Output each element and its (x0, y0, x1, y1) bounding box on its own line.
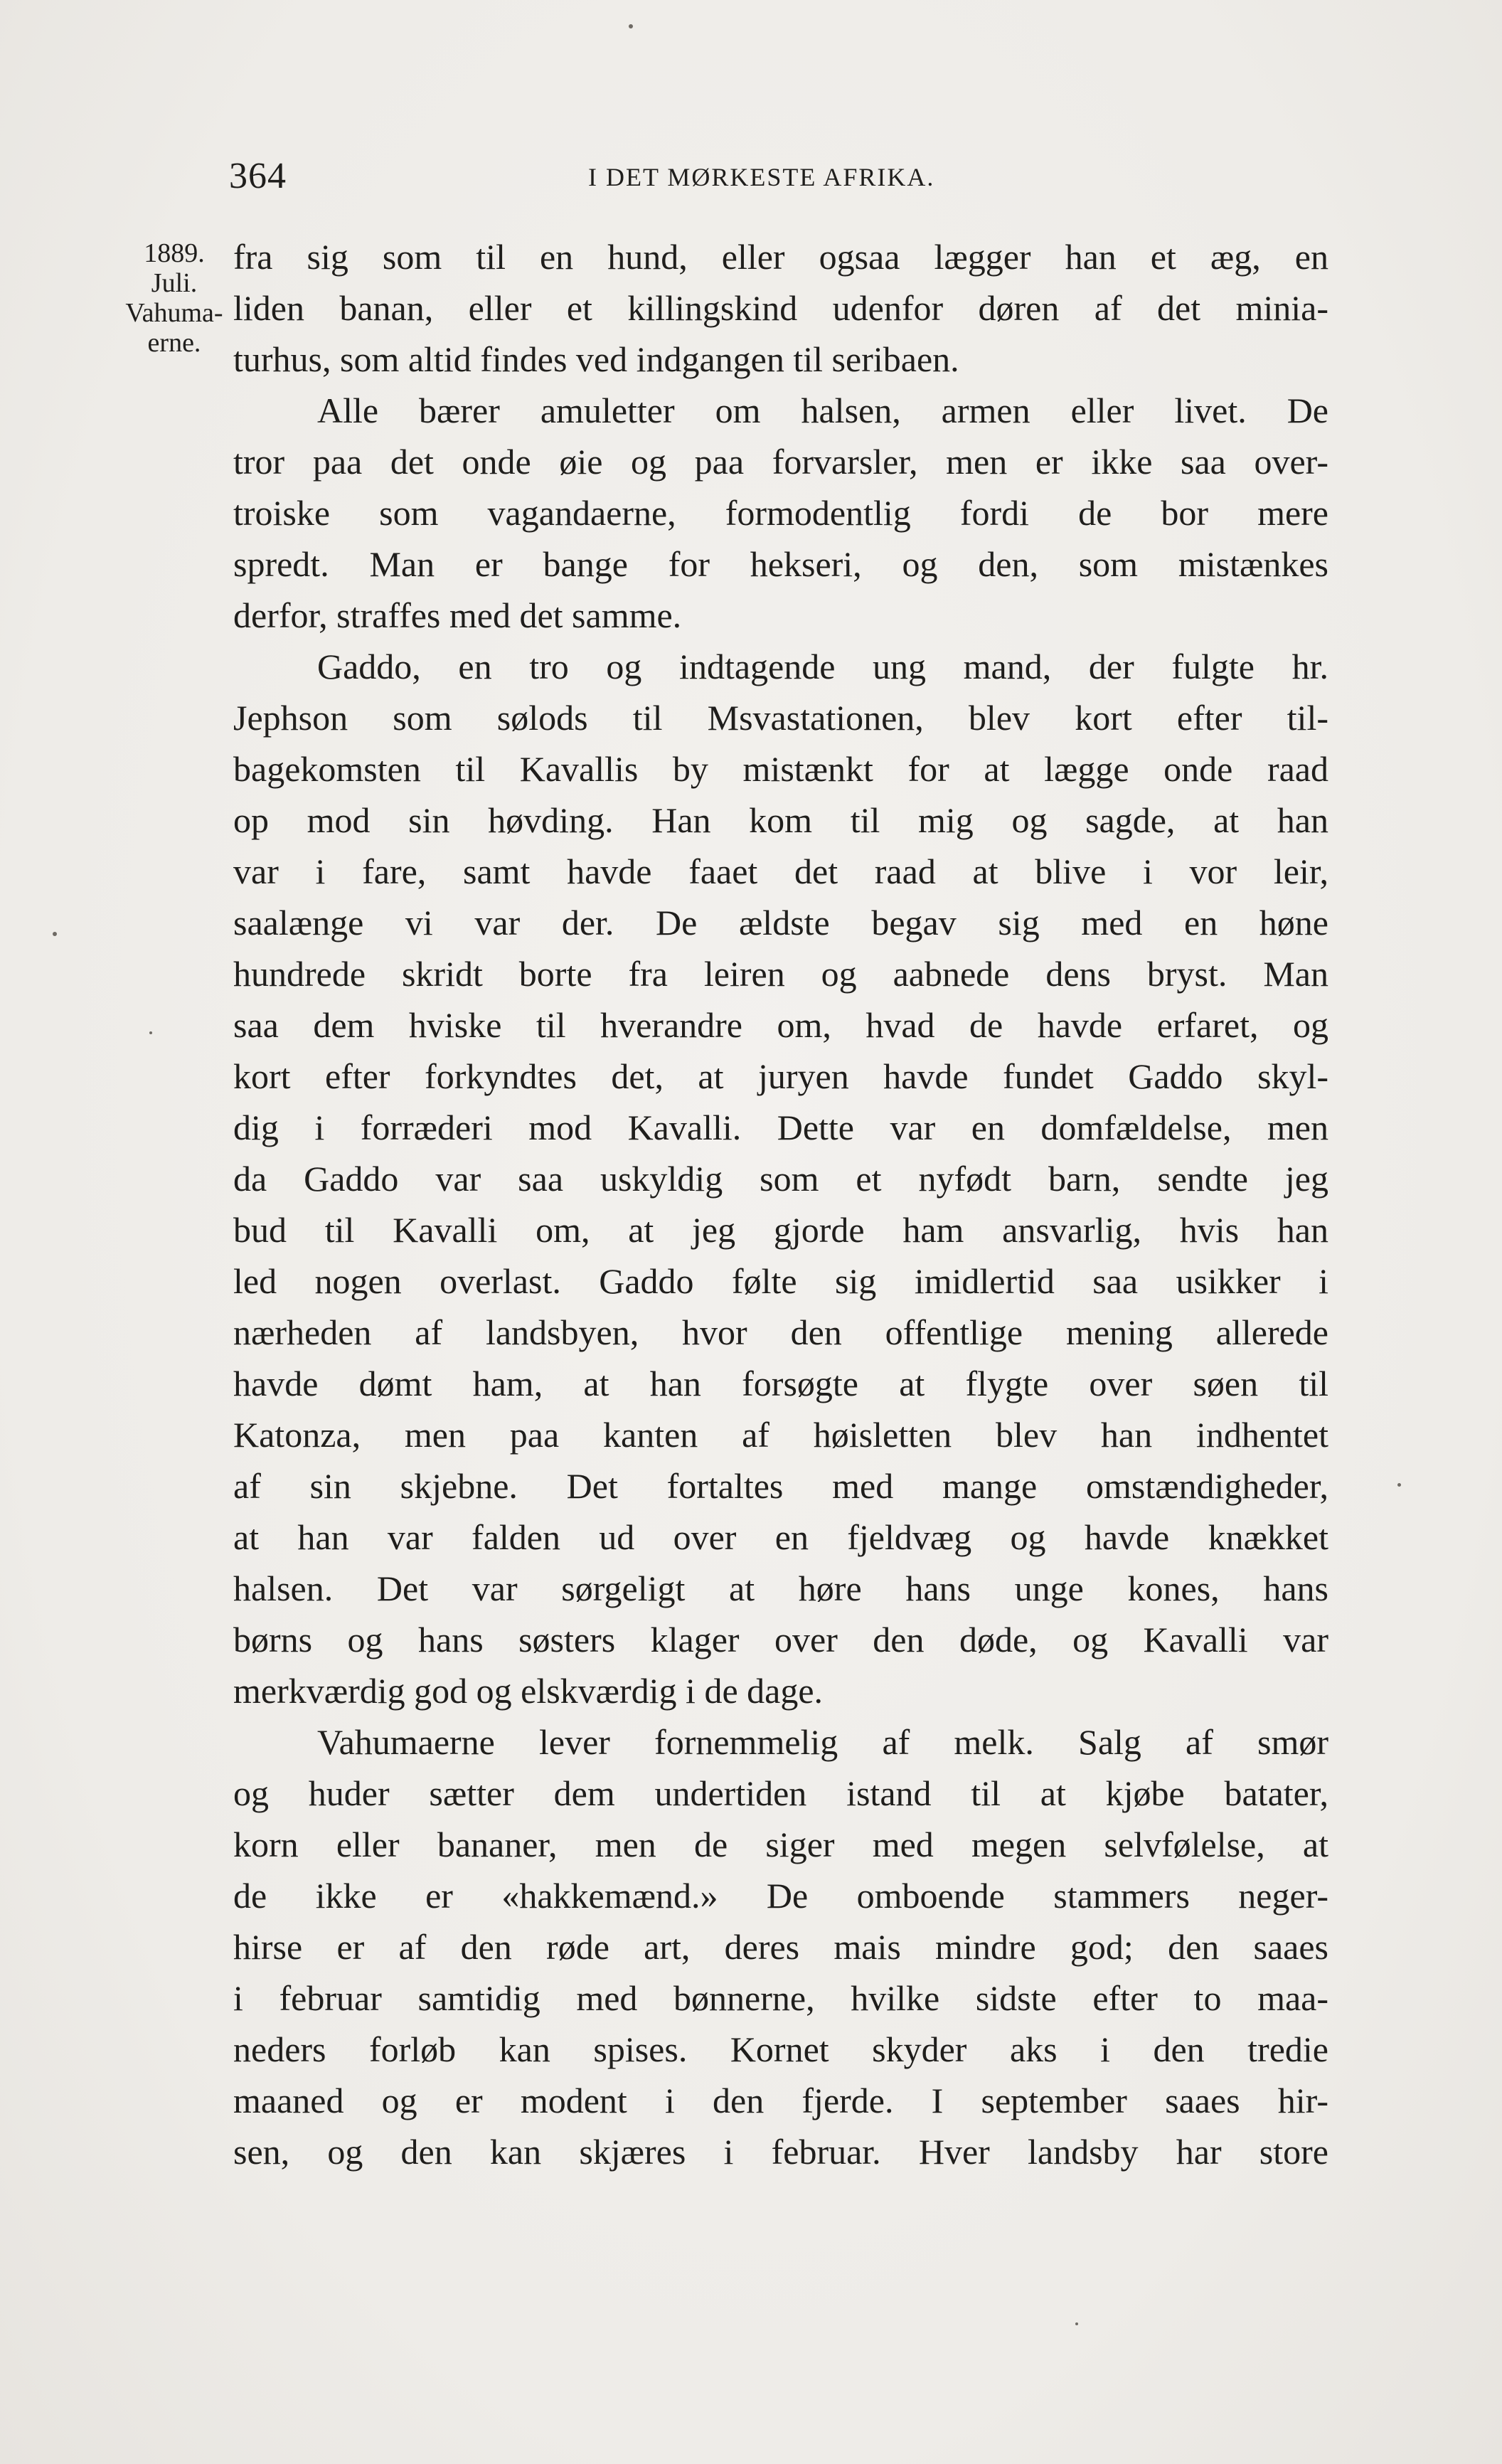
text-line: op mod sin høvding. Han kom til mig og sagde, at han (233, 800, 1328, 840)
margin-month: Juli. (151, 268, 198, 298)
text-line: bagekomsten til Kavallis by mistænkt for at lægge onde raad (233, 749, 1328, 789)
text-line: Gaddo, en tro og indtagende ung mand, der fulgte hr. (317, 647, 1328, 686)
text-line: bud til Kavalli om, at jeg gjorde ham ansvarlig, hvis han (233, 1210, 1328, 1250)
page-header (229, 155, 1331, 198)
text-line: tror paa det onde øie og paa forvarsler, men er ikke saa over- (233, 442, 1328, 482)
paper-speck (1397, 1483, 1401, 1487)
text-line: hundrede skridt borte fra leiren og aabnede dens bryst. Man (233, 954, 1328, 994)
text-line: saalænge vi var der. De ældste begav sig med en høne (233, 903, 1328, 942)
text-line: spredt. Man er bange for hekseri, og den, som mistænkes (233, 544, 1328, 584)
text-line: var i fare, samt havde faaet det raad at blive i vor leir, (233, 851, 1328, 891)
text-line: og huder sætter dem undertiden istand til at kjøbe batater, (233, 1773, 1328, 1813)
text-line: Katonza, men paa kanten af høisletten blev han indhentet (233, 1415, 1328, 1455)
text-line: sen, og den kan skjæres i februar. Hver landsby har store (233, 2132, 1328, 2172)
text-line: de ikke er «hakkemænd.» De omboende stammers neger- (233, 1876, 1328, 1916)
text-line: led nogen overlast. Gaddo følte sig imidlertid saa usikker i (233, 1261, 1328, 1301)
running-title: I DET MØRKESTE AFRIKA. (588, 163, 935, 191)
paper-speck (53, 932, 57, 936)
text-line: af sin skjebne. Det fortaltes med mange omstændigheder, (233, 1466, 1328, 1506)
text-line: merkværdig god og elskværdig i de dage. (233, 1671, 824, 1711)
text-line: liden banan, eller et killingskind udenfor døren af det minia- (233, 288, 1328, 328)
text-line: hirse er af den røde art, deres mais mindre god; den saaes (233, 1927, 1328, 1967)
text-line: i februar samtidig med bønnerne, hvilke sidste efter to maa- (233, 1978, 1328, 2018)
text-line: korn eller bananer, men de siger med megen selvfølelse, at (233, 1825, 1328, 1864)
paper-speck (629, 24, 633, 28)
text-line: nærheden af landsbyen, hvor den offentlige mening allerede (233, 1312, 1328, 1352)
text-line: Alle bærer amuletter om halsen, armen eller livet. De (317, 391, 1328, 430)
margin-note (107, 238, 242, 358)
text-line: Jephson som sølods til Msvastationen, blev kort efter til- (233, 698, 1328, 738)
margin-year: 1889. (144, 238, 205, 268)
margin-topic-line-1: Vahuma- (125, 298, 223, 328)
text-line: kort efter forkyndtes det, at juryen havde fundet Gaddo skyl- (233, 1056, 1328, 1096)
page-number: 364 (229, 156, 287, 196)
text-line: halsen. Det var sørgeligt at høre hans unge kones, hans (233, 1568, 1328, 1608)
text-line: børns og hans søsters klager over den døde, og Kavalli var (233, 1620, 1328, 1660)
text-line: da Gaddo var saa uskyldig som et nyfødt barn, sendte jeg (233, 1159, 1328, 1199)
paper-speck (1075, 2322, 1078, 2325)
text-line: havde dømt ham, at han forsøgte at flygte over søen til (233, 1364, 1328, 1403)
text-line: turhus, som altid findes ved indgangen til seribaen. (233, 339, 959, 379)
text-line: fra sig som til en hund, eller ogsaa lægger han et æg, en (233, 237, 1328, 277)
text-line: maaned og er modent i den fjerde. I september saaes hir- (233, 2081, 1328, 2120)
text-line: dig i forræderi mod Kavalli. Dette var en domfældelse, men (233, 1108, 1328, 1147)
text-line: Vahumaerne lever fornemmelig af melk. Salg af smør (317, 1722, 1328, 1762)
text-line: at han var falden ud over en fjeldvæg og havde knækket (233, 1517, 1328, 1557)
paper-speck (149, 1031, 152, 1034)
margin-topic-line-2: erne. (147, 328, 201, 358)
text-line: neders forløb kan spises. Kornet skyder aks i den tredie (233, 2029, 1328, 2069)
text-line: derfor, straffes med det samme. (233, 595, 682, 635)
text-line: troiske som vagandaerne, formodentlig fordi de bor mere (233, 493, 1328, 533)
text-line: saa dem hviske til hverandre om, hvad de havde erfaret, og (233, 1005, 1328, 1045)
